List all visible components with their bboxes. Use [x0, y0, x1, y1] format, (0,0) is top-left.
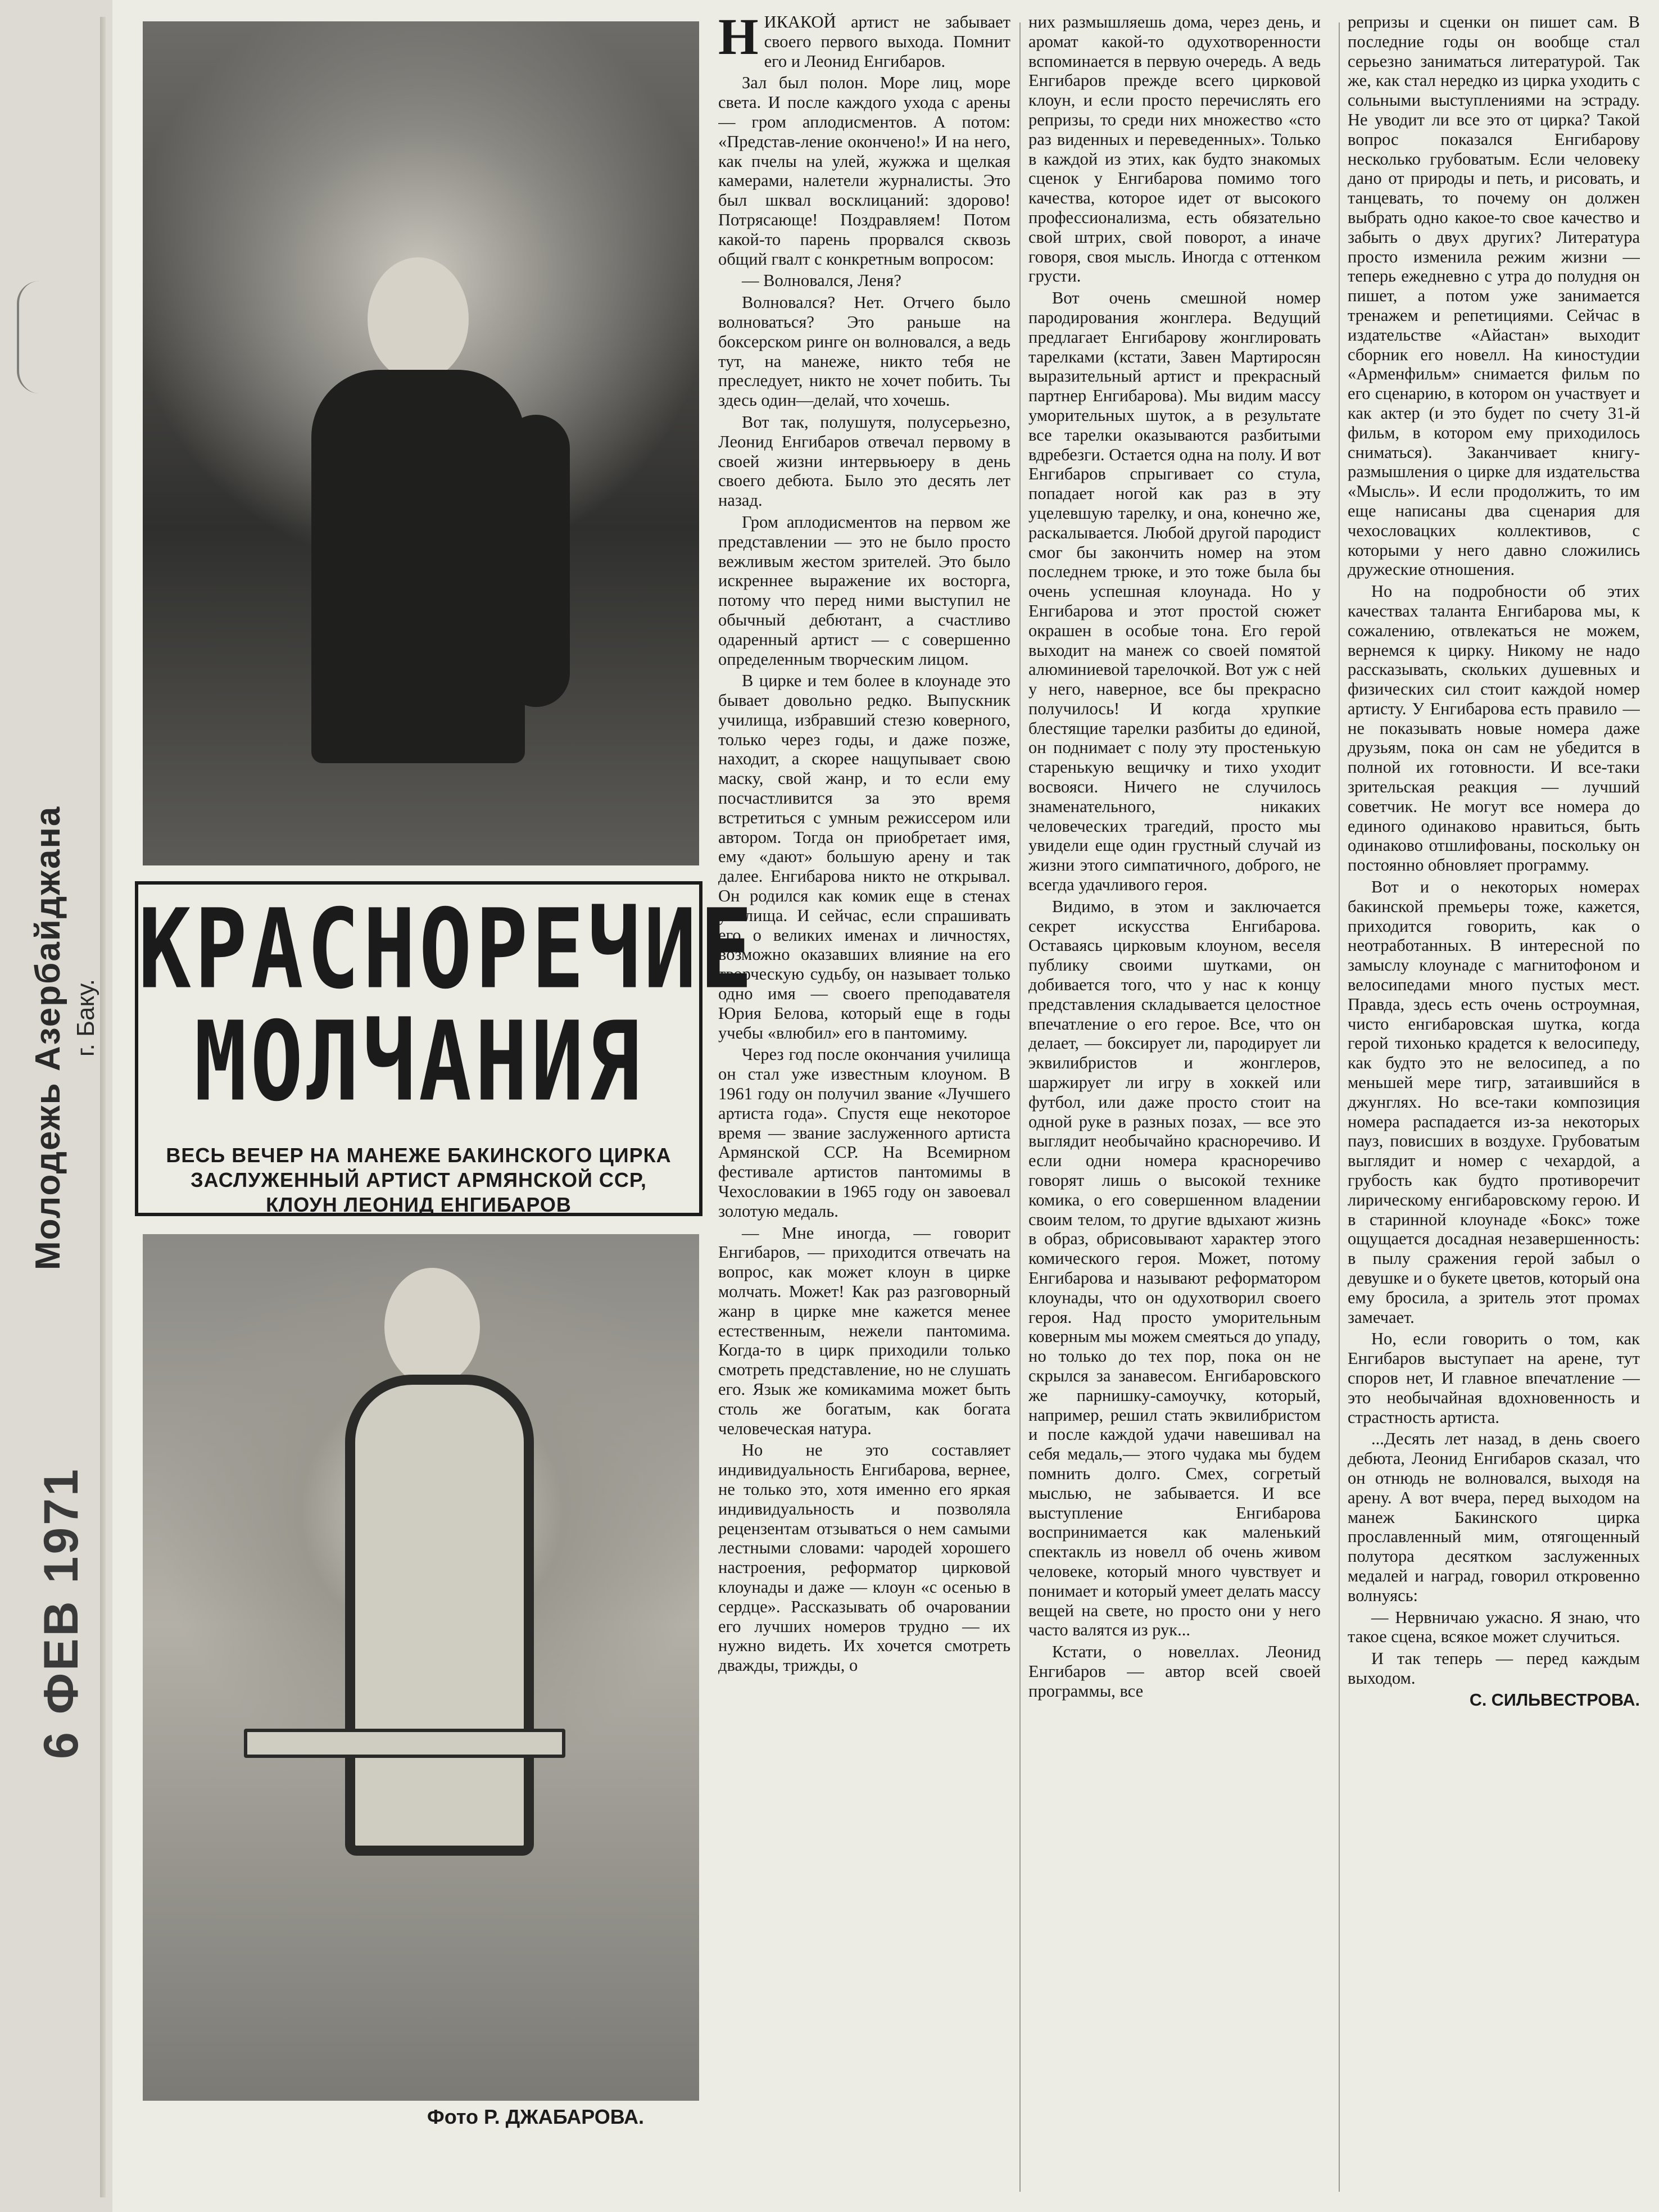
clown-head	[384, 1268, 480, 1386]
subtitle-line-2: ЗАСЛУЖЕННЫЙ АРТИСТ АРМЯНСКОЙ ССР,	[191, 1168, 647, 1191]
paragraph: — Нервничаю ужасно. Я знаю, что такое сцена, всякое может случиться.	[1348, 1607, 1640, 1647]
paragraph: них размышляешь дома, через день, и аромат какой-то одухотворенности вспоминается в первую очередь. А ведь Енгибаров прежде всего цирковой клоун, и если просто перечислять его репризы, то среди них множество «сто раз виденных и переведенных». Только в каждой из этих, как будто знакомых сценок у Енгибарова помимо того качества, которое идет от высокого профессионализма, есть обязательно свой штрих, свой поворот, а иначе говоря, своя мысль. Иногда с оттенком грусти.	[1028, 12, 1321, 286]
author-signature: С. СИЛЬВЕСТРОВА.	[1469, 1690, 1640, 1710]
article-column-3	[1348, 12, 1640, 2204]
paragraph: Но на подробности об этих качествах таланта Енгибарова мы, к сожалению, отвлекаться не можем, вернемся к цирку. Никому не надо рассказывать, скольких душевных и физических сил стоит каждой номер артисту. У Енгибарова есть правило — не показывать новые номера даже друзьям, пока он сам не убедится в полной их готовности. И все-таки зрительская реакция — лучший советчик. Не могут все номера до единого одинаково нравиться, быть одинаково отшлифованы, поскольку он постоянно обновляет программу.	[1348, 582, 1640, 875]
clown-head	[368, 257, 469, 381]
paragraph: Вот так, полушутя, полусерьезно, Леонид Енгибаров отвечал первому в своей жизни интервьюеру в день своего дебюта. Было это десять лет назад.	[718, 412, 1010, 510]
clipping-left-edge	[100, 17, 106, 2197]
subtitle-line-1: ВЕСЬ ВЕЧЕР НА МАНЕЖЕ БАКИНСКОГО ЦИРКА	[166, 1144, 672, 1167]
headline-box	[135, 881, 756, 1216]
umbrella	[502, 415, 570, 707]
photo-credit: Фото Р. ДЖАБАРОВА.	[427, 2105, 645, 2128]
photo-clown-with-umbrella	[143, 21, 699, 865]
column-rule	[1339, 22, 1340, 2192]
article-column-1	[718, 12, 1010, 2204]
paragraph: Вот и о некоторых номерах бакинской премьеры тоже, кажется, приходится говорить, как о неотработанных. В интересной по замыслу клоунаде с магнитофоном и велосипедами много пустых мест. Правда, здесь есть очень остроумная, чисто енгибаровская шутка, когда герой тихонько крадется к велосипеду, как будто это не велосипед, а по меньшей мере тигр, затаившийся в джунглях. Но все-таки композиция номера распадается из-за некоторых пауз, повисших в воздухе. Грубоватым выглядит и номер с чехардой, а грубость как будто противоречит лирическому енгибаровскому герою. И в старинной клоунаде «Бокс» тоже ощущается досадная незавершенность: в пылу сражения герой забыл о девушке и о букете цветов, который она ему бросила, а зритель этот промах замечает.	[1348, 877, 1640, 1327]
article-column-2	[1028, 12, 1321, 2204]
paragraph: Гром аплодисментов на первом же представлении — это не было просто вежливым жестом зрителей. Это было искреннее выражение их восторга, потому что перед ними выступил не обычный дебютант, а счастливо одаренный артист — с совершенно определенным творческим лицом.	[718, 512, 1010, 669]
paragraph: Зал был полон. Море лиц, море света. И после каждого ухода с арены — гром аплодисментов. А потом: «Представ-ление окончено!» И на него, как пчелы на улей, жужжа и щелкая камерами, налетели журналисты. Это был шквал восклицаний: здорово! Потрясающе! Поздравляем! Потом какой-то парень прорвался сквозь общий гвалт с конкретным вопросом:	[718, 73, 1010, 269]
photo-clown-pantomime	[143, 1234, 699, 2101]
drop-cap: Н	[718, 12, 759, 65]
handwritten-mark	[17, 281, 58, 393]
paragraph: — Мне иногда, — говорит Енгибаров, — приходится отвечать на вопрос, как может клоун в цирке молчать. Может! Как раз разговорный жанр в цирке мне кажется менее естественным, нежели пантомима. Когда-то в цирк приходили только смотреть представление, но не слушать его. Язык же комикамима может быть столь же богатым, как богата человеческая натура.	[718, 1223, 1010, 1438]
balance-pole	[244, 1729, 565, 1758]
column-rule	[1019, 22, 1021, 2192]
paragraph: репризы и сценки он пишет сам. В последние годы он вообще стал серьезно заниматься литературой. Так же, как стал нередко из цирка уходить с сольными выступлениями на эстраду. Не уводит ли все это от цирка? Такой вопрос показался Енгибарову несколько грубоватым. Если человеку дано от природы и петь, и рисовать, и танцевать, то почему он должен выбрать одно какое-то свое качество и забыть о двух других? Литература просто изменила режим жизни — теперь ежедневно с утра до полудня он пишет, а потом уже занимается тренажем и репетициями. Сейчас в издательстве «Айастан» выходит сборник его новелл. На киностудии «Арменфильм» снимается фильм по его сценарию, в котором он участвует и как актер (и это будет по счету 31-й фильм, в котором ему приходилось сниматься). Заканчивает книгу-размышления о цирке для издательства «Мысль». И если продолжить, то им еще написаны два сценария для чехословацких коллективов, с которыми у него давно сложились дружеские отношения.	[1348, 12, 1640, 579]
paragraph: Вот очень смешной номер пародирования жонглера. Ведущий предлагает Енгибарову жонглировать тарелками (кстати, Завен Мартиросян выразительный артист и прекрасный партнер Енгибарова). Мы видим массу уморительных шуток, а в результате все тарелки оказываются разбитыми вдребезги. Остается одна на полу. И вот Енгибаров спрыгивает со стула, попадает ногой как раз в эту уцелевшую тарелку, и она, конечно же, раскалывается. Любой другой пародист смог бы закончить номер на этом последнем трюке, и это тоже была бы очень успешная клоунада. Но у Енгибарова и этот простой сюжет окрашен в особые тона. Его герой выходит на манеж со своей помятой алюминиевой тарелочкой. Вот уж с ней у него, наверное, все бы прекрасно получилось! И когда хрупкие блестящие тарелки разбиты до единой, он поднимает с полу эту простенькую старенькую вещичку и тихо уходит восвояси. Ничего не случилось знаменательного, никаких человеческих трагедий, просто мы увидели еще один грустный случай из жизни этого симпатичного, доброго, не всегда удачливого героя.	[1028, 288, 1321, 895]
paragraph: Кстати, о новеллах. Леонид Енгибаров — автор всей своей программы, все	[1028, 1642, 1321, 1701]
paragraph: Но, если говорить о том, как Енгибаров выступает на арене, тут споров нет, И главное впечатление — это необычайная вдохновенность и страстность артиста.	[1348, 1329, 1640, 1427]
paragraph: ...Десять лет назад, в день своего дебюта, Леонид Енгибаров сказал, что он отнюдь не волновался, выходя на арену. А вот вчера, перед выходом на манеж Бакинского цирка прославленный мим, отягощенный полутора десятком заслуженных медалей и наград, говорил откровенно волнуясь:	[1348, 1429, 1640, 1605]
clown-figure	[311, 370, 525, 763]
paragraph: И так теперь — перед каждым выходом.	[1348, 1649, 1640, 1688]
paragraph: Через год после окончания училища он стал уже известным клоуном. В 1961 году он получил звание «Лучшего артиста года». Спустя еще некоторое время — звание заслуженного артиста Армянской ССР. На Всемирном фестивале артистов пантомимы в Чехословакии в 1965 году он завоевал золотую медаль.	[718, 1045, 1010, 1221]
clown-figure	[345, 1375, 534, 1856]
paragraph: В цирке и тем более в клоунаде это бывает довольно редко. Выпускник училища, избравший стезю коверного, только через годы, и даже позже, находит, а скорее нащупывает свою маску, свой жанр, и то если ему посчастливится за это время встретиться с умным режиссером или автором. Тогда он приобретает имя, ему «дают» большую арену и так далее. Енгибарова никто не открывал. Он родился как комик еще в стенах училища. И сейчас, если спрашивать его о великих именах и личностях, возможно оказавших влияние на его творческую судьбу, он называет только одно имя — своего преподавателя Юрия Белова, который еще в годы учебы «влюбил» его в пантомиму.	[718, 671, 1010, 1042]
headline-line-2: МОЛЧАНИЯ	[194, 998, 643, 1126]
paragraph: — Волновался, Леня?	[742, 271, 901, 291]
headline-line-1: КРАСНОРЕЧИЕ	[138, 885, 756, 1013]
paragraph: Но не это составляет индивидуальность Енгибарова, вернее, не только это, хотя именно его яркая индивидуальность и позволяла рецензентам отзываться о нем самыми лестными словами: чародей хорошего настроения, реформатор цирковой клоунады и даже — клоун «с осенью в сердце». Рассказывать об очаровании его лучших номеров трудно — их нужно видеть. Их хочется смотреть дважды, трижды, о	[718, 1440, 1010, 1675]
paragraph: Видимо, в этом и заключается секрет искусства Енгибарова. Оставаясь цирковым клоуном, веселя публику своими шутками, он добивается того, что у нас к концу представления складывается целостное впечатление о его герое. Все, что он делает, — боксирует ли, пародирует ли эквилибристов и жонглеров, шаржирует ли игру в хоккей или футбол, или даже просто стоит на одной руке в разных позах, — все это выглядит необычайно красноречиво. И если одни номера красноречиво говорят лишь о высокой технике комика, о его совершенном владении своим телом, то другие вдыхают жизнь в образ, обрисовывают характер этого комического героя. Может, потому Енгибарова и называют реформатором клоунады, что он одухотворил своего героя. Над просто уморительным коверным мы можем смеяться до упаду, но только до тех пор, пока он не скрылся за занавесом. Енгибаровского же парнишку-самоучку, который, например, решил стать эквилибристом и после каждой удачи навешивал на себя медаль,— этого чудака мы будем помнить долго. Смех, согретый мыслью, не забывается. И все выступление Енгибарова воспринимается как маленький спектакль из новелл об очень живом человеке, который много чувствует и понимает и который умеет делать массу вещей на свете, но просто они у него часто валятся из рук...	[1028, 896, 1321, 1640]
subtitle	[138, 1143, 699, 1217]
newspaper-city: г. Баку.	[72, 978, 99, 1057]
subtitle-line-3: КЛОУН ЛЕОНИД ЕНГИБАРОВ	[266, 1193, 572, 1216]
newspaper-name: Молодежь Азербайджана	[29, 805, 67, 1270]
date-stamp: 6 ФЕВ 1971	[34, 1467, 88, 1759]
paragraph: НИКАКОЙ артист не забывает своего первого выхода. Помнит его и Леонид Енгибаров.	[718, 12, 1010, 71]
paragraph: Волновался? Нет. Отчего было волноваться? Это раньше на боксерском ринге он волновался, а ведь тут, на манеже, никто тебя не преследует, никто не хочет побить. Ты здесь один—делай, что хочешь.	[718, 293, 1010, 410]
